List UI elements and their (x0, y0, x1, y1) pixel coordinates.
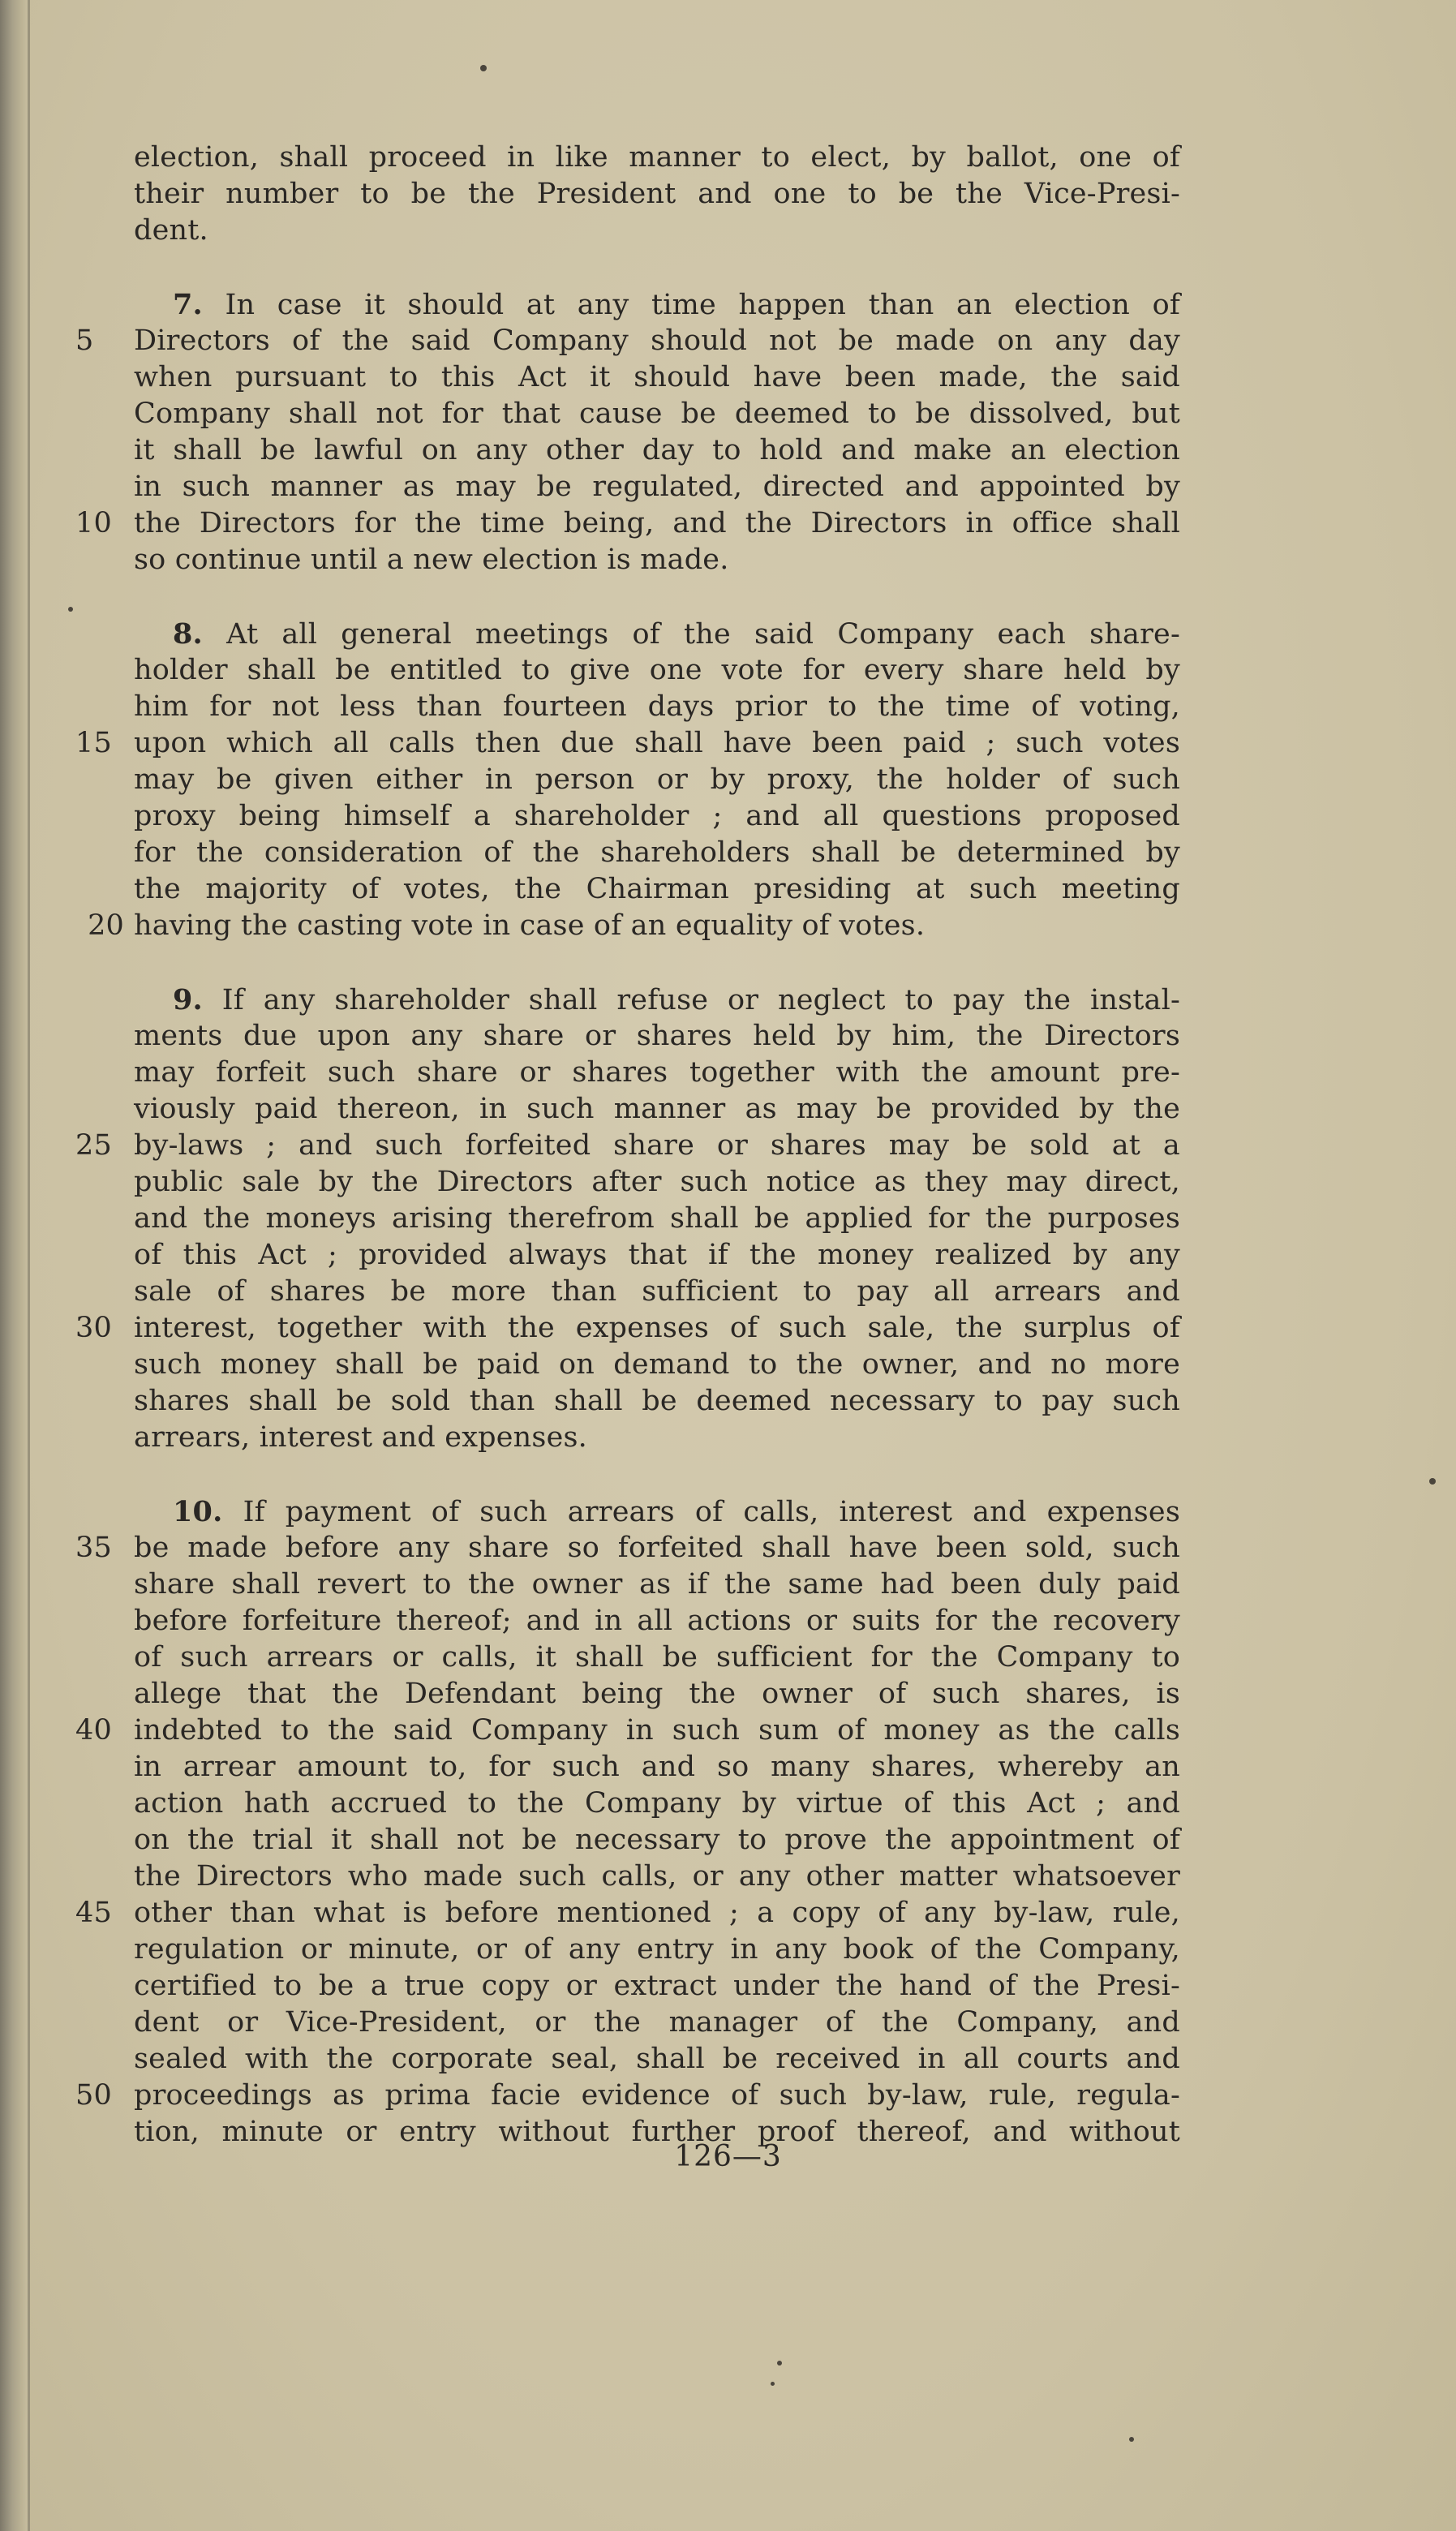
text-line (134, 982, 1180, 1018)
text-line (134, 1055, 1180, 1091)
text-line (134, 2041, 1180, 2078)
text-line (134, 1932, 1180, 1968)
line-text: share shall revert to the owner as if the same had been duly paid (134, 1568, 1180, 1601)
line-text: In case it should at any time happen than an election of (225, 289, 1180, 321)
text-line (134, 762, 1180, 798)
text-line (134, 652, 1180, 689)
paper-speck (480, 65, 487, 71)
text-line (134, 213, 1180, 249)
text-line (134, 1237, 1180, 1274)
text-line (134, 1639, 1180, 1676)
line-text: so continue until a new election is made. (134, 544, 729, 576)
line-text: indebted to the said Company in such sum of money as the calls (134, 1714, 1180, 1747)
line-text: in such manner as may be regulated, directed and appointed by (134, 471, 1180, 503)
text-line (134, 835, 1180, 871)
line-text: dent or Vice-President, or the manager of the Company, and (134, 2006, 1180, 2039)
text-line (134, 1493, 1180, 1530)
text-line (134, 798, 1180, 835)
line-text: tion, minute or entry without further proof thereof, and without (134, 2116, 1180, 2148)
line-text: holder shall be entitled to give one vote for every share held by (134, 654, 1180, 686)
line-text: in arrear amount to, for such and so many shares, whereby an (134, 1751, 1180, 1783)
line-text: Directors of the said Company should not be made on any day (134, 324, 1180, 357)
line-text: him for not less than fourteen days prior to the time of voting, (134, 690, 1180, 723)
text-line (134, 1201, 1180, 1237)
line-text: for the consideration of the shareholders shall be determined by (134, 836, 1180, 869)
text-line (134, 359, 1180, 396)
line-text: such money shall be paid on demand to the owner, and no more (134, 1348, 1180, 1381)
line-text: action hath accrued to the Company by virtue of this Act ; and (134, 1787, 1180, 1820)
section-number: 9. (173, 983, 203, 1016)
paper-speck (771, 2382, 775, 2386)
line-text: ments due upon any share or shares held by him, the Directors (134, 1020, 1180, 1052)
line-text: of this Act ; provided always that if the money realized by any (134, 1239, 1180, 1271)
text-line (134, 1822, 1180, 1859)
line-number: 5 (75, 324, 94, 357)
line-number: 45 (75, 1897, 112, 1929)
line-text: the Directors for the time being, and the Directors in office shall (134, 507, 1180, 539)
paper-speck (777, 2361, 782, 2366)
line-text: of such arrears or calls, it shall be sufficient for the Company to (134, 1641, 1180, 1674)
text-line (134, 1383, 1180, 1420)
act-text-body (75, 140, 1180, 2151)
line-number: 35 (75, 1532, 112, 1564)
line-text: proxy being himself a shareholder ; and all questions proposed (134, 800, 1180, 832)
text-line (134, 140, 1180, 176)
line-number: 30 (75, 1312, 112, 1344)
paragraph-gap (134, 1456, 1180, 1493)
line-text: If payment of such arrears of calls, interest and expenses (243, 1496, 1180, 1528)
line-number: 10 (75, 507, 112, 539)
line-number: 40 (75, 1714, 112, 1747)
line-text: Company shall not for that cause be deemed to be dissolved, but (134, 397, 1180, 430)
paper-speck (1129, 2437, 1134, 2442)
line-text: their number to be the President and one to be the Vice-Presi- (134, 178, 1180, 210)
text-line (134, 616, 1180, 652)
line-text: proceedings as prima facie evidence of such by-law, rule, regula- (134, 2079, 1180, 2112)
section-number: 8. (173, 617, 203, 651)
text-line (134, 1274, 1180, 1310)
text-line (134, 176, 1180, 213)
line-text: public sale by the Directors after such notice as they may direct, (134, 1166, 1180, 1198)
paper-speck (68, 607, 73, 612)
line-number: 25 (75, 1129, 112, 1162)
text-line (134, 1091, 1180, 1128)
text-line (134, 871, 1180, 908)
text-line (75, 505, 1180, 542)
paragraph-gap (134, 578, 1180, 616)
text-line (134, 1749, 1180, 1785)
text-line (134, 542, 1180, 578)
text-line (75, 1530, 1180, 1566)
paper-speck (1429, 1478, 1436, 1485)
text-line (134, 1785, 1180, 1822)
line-text: election, shall proceed in like manner to elect, by ballot, one of (134, 141, 1180, 174)
text-line (75, 1310, 1180, 1347)
line-text: may forfeit such share or shares together with the amount pre- (134, 1056, 1180, 1089)
line-text: before forfeiture thereof; and in all actions or suits for the recovery (134, 1605, 1180, 1637)
line-text: At all general meetings of the said Company each share- (226, 618, 1180, 651)
section-number: 10. (173, 1495, 223, 1528)
line-text: other than what is before mentioned ; a copy of any by-law, rule, (134, 1897, 1180, 1929)
line-text: allege that the Defendant being the owner of such shares, is (134, 1678, 1180, 1710)
text-line (134, 469, 1180, 505)
line-text: regulation or minute, or of any entry in any book of the Company, (134, 1933, 1180, 1966)
line-text: it shall be lawful on any other day to hold and make an election (134, 434, 1180, 466)
text-line (134, 2005, 1180, 2041)
line-text: sale of shares be more than sufficient to pay all arrears and (134, 1275, 1180, 1308)
text-line (134, 286, 1180, 323)
text-line (134, 1968, 1180, 2005)
line-text: dent. (134, 214, 208, 247)
text-line (75, 323, 1180, 359)
line-text: arrears, interest and expenses. (134, 1421, 587, 1454)
text-line (134, 1859, 1180, 1895)
line-text: when pursuant to this Act it should have been made, the said (134, 361, 1180, 393)
line-text: upon which all calls then due shall have been paid ; such votes (134, 727, 1180, 759)
text-line (75, 725, 1180, 762)
line-text: certified to be a true copy or extract under the hand of the Presi- (134, 1970, 1180, 2002)
line-text: may be given either in person or by proxy, the holder of such (134, 763, 1180, 796)
text-line (134, 1676, 1180, 1712)
line-text: viously paid thereon, in such manner as may be provided by the (134, 1093, 1180, 1125)
paragraph-gap (134, 249, 1180, 286)
text-line (134, 1164, 1180, 1201)
line-text: sealed with the corporate seal, shall be received in all courts and (134, 2043, 1180, 2075)
paragraph-gap (134, 944, 1180, 982)
text-line (134, 1566, 1180, 1603)
section-number: 7. (173, 288, 203, 321)
line-text: If any shareholder shall refuse or neglect to pay the instal- (221, 984, 1180, 1016)
line-text: on the trial it shall not be necessary to prove the appointment of (134, 1824, 1180, 1856)
text-line (75, 2078, 1180, 2114)
line-text: by-laws ; and such forfeited share or shares may be sold at a (134, 1129, 1180, 1162)
text-line (75, 1895, 1180, 1932)
text-line (134, 396, 1180, 432)
line-number: 20 (88, 909, 124, 942)
line-text: the Directors who made such calls, or any other matter whatsoever (134, 1860, 1180, 1893)
text-line (75, 1712, 1180, 1749)
line-text: having the casting vote in case of an equality of votes. (134, 909, 926, 942)
text-line (88, 908, 1180, 944)
text-line (134, 1603, 1180, 1639)
text-line (134, 432, 1180, 469)
line-text: shares shall be sold than shall be deemed necessary to pay such (134, 1385, 1180, 1417)
line-text: interest, together with the expenses of such sale, the surplus of (134, 1312, 1180, 1344)
text-line (134, 689, 1180, 725)
line-text: be made before any share so forfeited shall have been sold, such (134, 1532, 1180, 1564)
text-line (75, 1128, 1180, 1164)
line-number: 50 (75, 2079, 112, 2112)
line-number: 15 (75, 727, 112, 759)
line-text: the majority of votes, the Chairman presiding at such meeting (134, 873, 1180, 905)
text-line (134, 1347, 1180, 1383)
text-line (134, 1018, 1180, 1055)
page-signature-mark: 126—3 (674, 2140, 782, 2173)
text-line (134, 1420, 1180, 1456)
line-text: and the moneys arising therefrom shall be applied for the purposes (134, 1202, 1180, 1235)
